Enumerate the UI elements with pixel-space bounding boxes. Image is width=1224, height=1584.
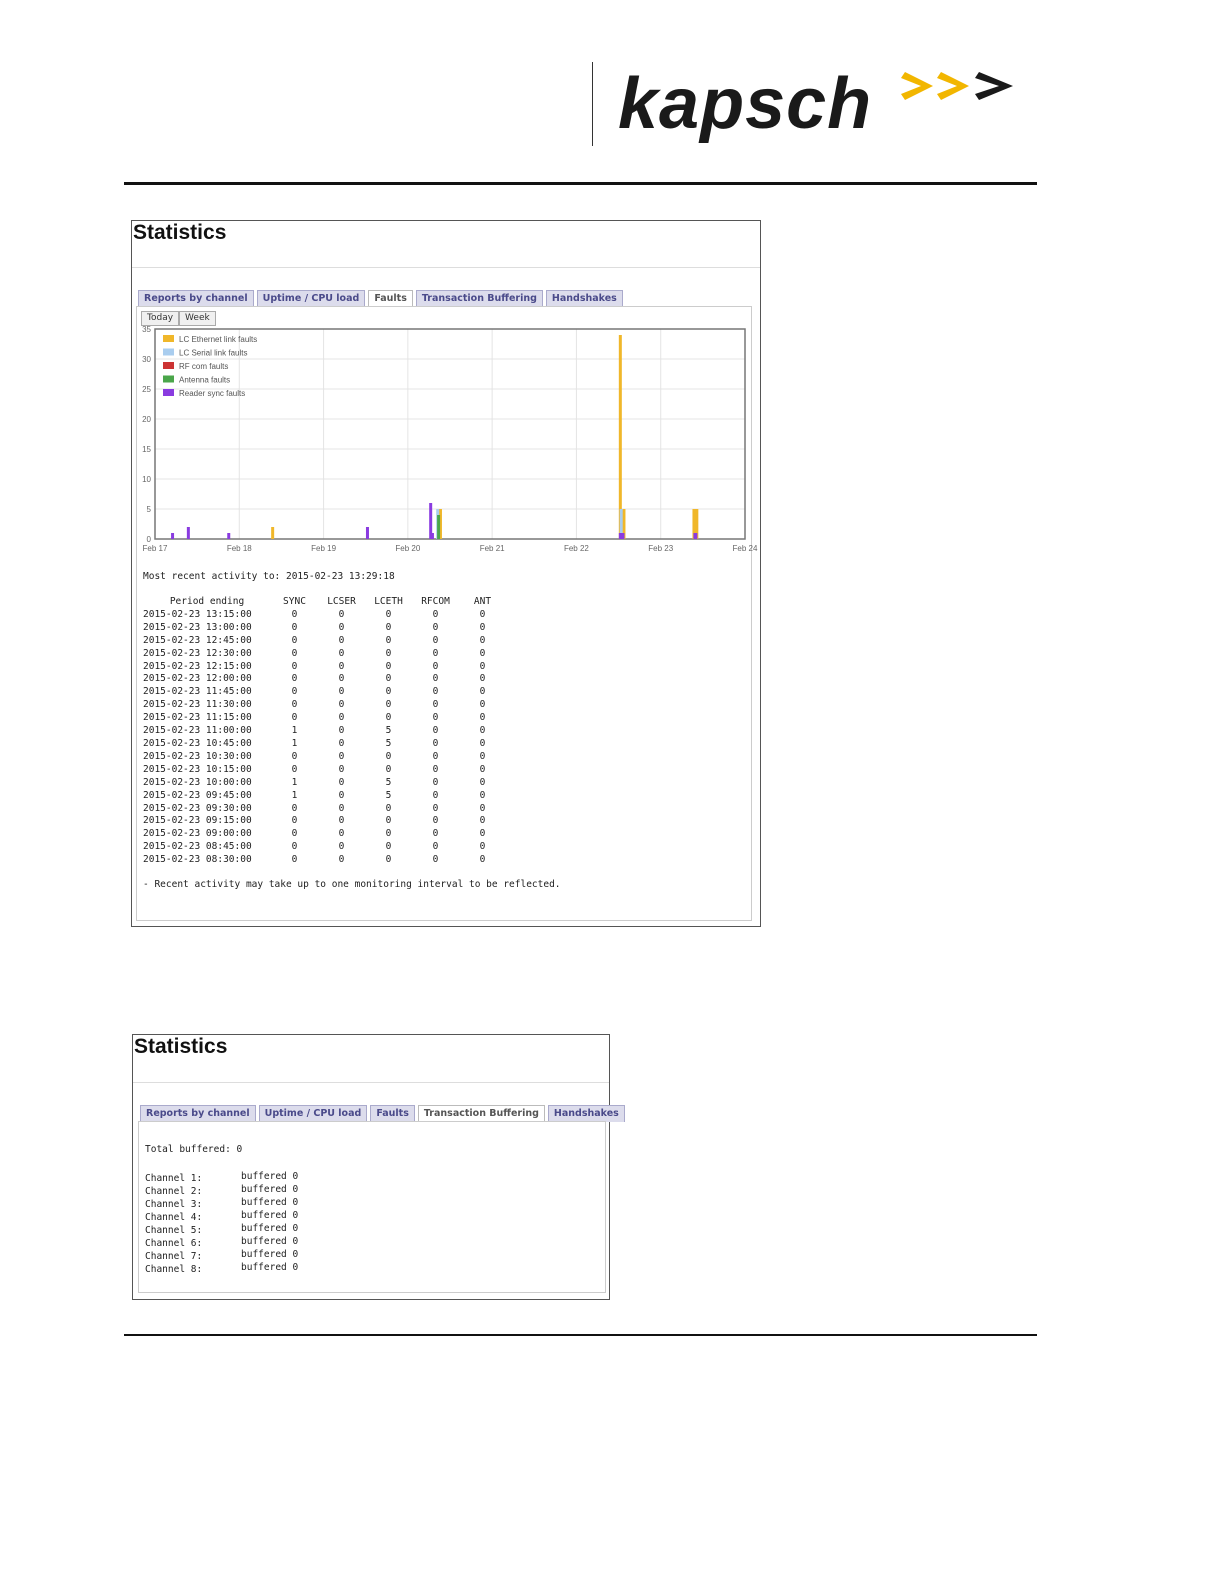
value-cell: 0	[291, 750, 298, 762]
table-header-row	[143, 596, 506, 609]
channel-label: Channel 1:	[145, 1173, 203, 1184]
list-item	[145, 1235, 299, 1249]
value-cell: 0	[385, 841, 392, 853]
channel-value: buffered 0	[241, 1236, 299, 1247]
value-cell: 0	[338, 789, 345, 801]
value-cell: 0	[385, 699, 392, 711]
logo-arrows-icon	[901, 64, 1021, 114]
value-cell: 0	[432, 660, 439, 672]
value-cell: 0	[385, 647, 392, 659]
channel-label: Channel 7:	[145, 1251, 203, 1262]
value-cell: 1	[291, 789, 298, 801]
x-tick-label: Feb 22	[563, 544, 589, 553]
faults-panel	[136, 306, 758, 921]
value-cell: 0	[291, 699, 298, 711]
y-tick-label: 25	[142, 385, 151, 394]
table-row	[143, 777, 506, 790]
col-period-ending: Period ending	[169, 596, 245, 607]
value-cell: 0	[432, 828, 439, 840]
value-cell: 0	[479, 725, 486, 737]
channel-value: buffered 0	[241, 1262, 299, 1273]
legend-swatch	[163, 349, 174, 356]
channel-value: buffered 0	[241, 1210, 299, 1221]
bar-reader-sync-faults	[366, 527, 369, 539]
channel-label: Channel 2:	[145, 1186, 203, 1197]
legend-label: Antenna faults	[179, 375, 231, 385]
table-row	[143, 699, 506, 712]
value-cell: 0	[479, 673, 486, 685]
period-cell: 2015-02-23 09:45:00	[143, 789, 252, 801]
tab-reports-by-channel[interactable]: Reports by channel	[138, 290, 254, 307]
value-cell: 0	[479, 802, 486, 814]
period-cell: 2015-02-23 12:00:00	[143, 673, 252, 685]
value-cell: 5	[385, 776, 392, 788]
value-cell: 0	[338, 841, 345, 853]
value-cell: 0	[338, 737, 345, 749]
table-row	[143, 815, 506, 828]
channel-value: buffered 0	[241, 1249, 299, 1260]
x-tick-label: Feb 23	[648, 544, 674, 553]
bar-reader-sync-faults	[187, 527, 190, 539]
value-cell: 0	[432, 647, 439, 659]
value-cell: 0	[432, 737, 439, 749]
tab-transaction-buffering[interactable]: Transaction Buffering	[418, 1105, 545, 1122]
value-cell: 0	[479, 776, 486, 788]
value-cell: 5	[385, 789, 392, 801]
table-row	[143, 673, 506, 686]
col-lceth: LCETH	[374, 596, 403, 607]
y-tick-label: 15	[142, 445, 151, 454]
value-cell: 1	[291, 725, 298, 737]
table-row	[143, 751, 506, 764]
value-cell: 0	[385, 828, 392, 840]
bar-lc-ethernet-link-faults	[619, 335, 622, 539]
legend-swatch	[163, 389, 174, 396]
value-cell: 0	[291, 763, 298, 775]
value-cell: 0	[385, 673, 392, 685]
value-cell: 0	[291, 673, 298, 685]
tab-faults[interactable]: Faults	[368, 290, 413, 307]
period-cell: 2015-02-23 13:15:00	[143, 608, 252, 620]
value-cell: 0	[432, 815, 439, 827]
y-tick-label: 0	[146, 535, 151, 544]
tab-transaction-buffering[interactable]: Transaction Buffering	[416, 290, 543, 307]
value-cell: 0	[432, 854, 439, 866]
value-cell: 0	[432, 686, 439, 698]
value-cell: 0	[338, 725, 345, 737]
table-row	[143, 622, 506, 635]
legend-label: Reader sync faults	[179, 389, 246, 398]
value-cell: 0	[338, 828, 345, 840]
period-cell: 2015-02-23 12:45:00	[143, 634, 252, 646]
list-item	[145, 1248, 299, 1262]
value-cell: 0	[479, 763, 486, 775]
value-cell: 0	[291, 854, 298, 866]
list-item	[145, 1183, 299, 1197]
period-cell: 2015-02-23 11:15:00	[143, 712, 252, 724]
value-cell: 0	[338, 763, 345, 775]
list-item	[145, 1222, 299, 1236]
list-item	[145, 1196, 299, 1210]
value-cell: 0	[432, 621, 439, 633]
value-cell: 0	[385, 621, 392, 633]
value-cell: 0	[385, 815, 392, 827]
bar-reader-sync-faults	[694, 533, 697, 539]
value-cell: 0	[385, 686, 392, 698]
x-tick-label: Feb 19	[311, 544, 337, 553]
tab-reports-by-channel[interactable]: Reports by channel	[140, 1105, 256, 1122]
channel-label: Channel 8:	[145, 1264, 203, 1275]
period-cell: 2015-02-23 08:45:00	[143, 841, 252, 853]
period-cell: 2015-02-23 11:00:00	[143, 725, 252, 737]
bar-lc-ethernet-link-faults	[271, 527, 274, 539]
value-cell: 0	[385, 712, 392, 724]
value-cell: 0	[432, 712, 439, 724]
bar-reader-sync-faults	[171, 533, 174, 539]
period-cell: 2015-02-23 10:45:00	[143, 737, 252, 749]
bar-reader-sync-faults	[227, 533, 230, 539]
legend-swatch	[163, 362, 174, 369]
value-cell: 0	[432, 608, 439, 620]
period-cell: 2015-02-23 12:15:00	[143, 660, 252, 672]
table-row	[143, 661, 506, 674]
channel-value: buffered 0	[241, 1184, 299, 1195]
y-tick-label: 30	[142, 355, 151, 364]
value-cell: 0	[479, 686, 486, 698]
total-buffered: Total buffered: 0	[145, 1144, 243, 1155]
legend-label: LC Ethernet link faults	[179, 335, 258, 344]
value-cell: 0	[291, 828, 298, 840]
value-cell: 0	[338, 634, 345, 646]
kapsch-logo	[618, 60, 1028, 150]
value-cell: 0	[291, 841, 298, 853]
legend-swatch	[163, 335, 174, 342]
period-cell: 2015-02-23 11:45:00	[143, 686, 252, 698]
footnote: - Recent activity may take up to one monitoring interval to be reflected.	[143, 879, 561, 890]
value-cell: 0	[432, 802, 439, 814]
value-cell: 0	[338, 815, 345, 827]
y-tick-label: 35	[142, 325, 151, 334]
channel-value: buffered 0	[241, 1197, 299, 1208]
period-cell: 2015-02-23 09:15:00	[143, 815, 252, 827]
value-cell: 0	[432, 763, 439, 775]
x-tick-label: Feb 20	[395, 544, 421, 553]
period-cell: 2015-02-23 10:30:00	[143, 750, 252, 762]
value-cell: 0	[479, 608, 486, 620]
range-buttons	[141, 311, 216, 326]
value-cell: 0	[338, 712, 345, 724]
value-cell: 0	[479, 789, 486, 801]
table-row	[143, 854, 506, 867]
value-cell: 0	[338, 608, 345, 620]
value-cell: 0	[291, 608, 298, 620]
col-ant: ANT	[473, 596, 492, 607]
legend-label: RF com faults	[179, 362, 229, 371]
channel-list	[145, 1170, 299, 1275]
table-row	[143, 790, 506, 803]
list-item	[145, 1209, 299, 1223]
faults-screenshot	[131, 220, 761, 927]
table-row	[143, 648, 506, 661]
y-tick-label: 5	[146, 505, 151, 514]
value-cell: 0	[338, 750, 345, 762]
value-cell: 0	[291, 660, 298, 672]
value-cell: 0	[479, 750, 486, 762]
table-row	[143, 841, 506, 854]
title-separator	[132, 267, 760, 268]
period-cell: 2015-02-23 10:15:00	[143, 763, 252, 775]
logo-wordmark: kapsch	[618, 64, 873, 144]
value-cell: 0	[338, 686, 345, 698]
tab-uptime-cpu-load[interactable]: Uptime / CPU load	[257, 290, 366, 307]
channel-label: Channel 5:	[145, 1225, 203, 1236]
value-cell: 0	[291, 647, 298, 659]
page-title: Statistics	[134, 1035, 228, 1058]
col-rfcom: RFCOM	[421, 596, 450, 607]
table-row	[143, 686, 506, 699]
value-cell: 0	[479, 699, 486, 711]
header-divider	[592, 62, 593, 146]
value-cell: 5	[385, 725, 392, 737]
period-cell: 2015-02-23 13:00:00	[143, 621, 252, 633]
value-cell: 0	[291, 815, 298, 827]
col-lcser: LCSER	[327, 596, 356, 607]
channel-label: Channel 3:	[145, 1199, 203, 1210]
value-cell: 5	[385, 737, 392, 749]
today-button[interactable]: Today	[141, 311, 179, 326]
x-tick-label: Feb 18	[226, 544, 252, 553]
value-cell: 0	[479, 634, 486, 646]
value-cell: 0	[385, 660, 392, 672]
value-cell: 0	[479, 712, 486, 724]
table-row	[143, 609, 506, 622]
value-cell: 0	[432, 841, 439, 853]
page-title: Statistics	[133, 221, 227, 244]
x-tick-label: Feb 24	[732, 544, 758, 553]
table-row	[143, 764, 506, 777]
channel-label: Channel 4:	[145, 1212, 203, 1223]
period-cell: 2015-02-23 09:00:00	[143, 828, 252, 840]
tab-faults[interactable]: Faults	[370, 1105, 415, 1122]
value-cell: 0	[479, 841, 486, 853]
header-rule	[124, 182, 1037, 185]
value-cell: 0	[385, 763, 392, 775]
value-cell: 0	[338, 621, 345, 633]
value-cell: 0	[385, 634, 392, 646]
period-cell: 2015-02-23 09:30:00	[143, 802, 252, 814]
legend-label: LC Serial link faults	[179, 348, 248, 358]
value-cell: 0	[338, 776, 345, 788]
value-cell: 0	[291, 686, 298, 698]
value-cell: 0	[432, 750, 439, 762]
plot-frame	[155, 329, 745, 539]
tab-bar	[140, 1105, 625, 1122]
list-item	[145, 1261, 299, 1275]
week-button[interactable]: Week	[179, 311, 216, 326]
value-cell: 0	[338, 699, 345, 711]
value-cell: 0	[479, 621, 486, 633]
value-cell: 0	[385, 802, 392, 814]
channel-label: Channel 6:	[145, 1238, 203, 1249]
value-cell: 0	[432, 789, 439, 801]
period-cell: 2015-02-23 10:00:00	[143, 776, 252, 788]
value-cell: 0	[385, 750, 392, 762]
table-row	[143, 725, 506, 738]
value-cell: 1	[291, 737, 298, 749]
value-cell: 0	[432, 725, 439, 737]
value-cell: 0	[338, 647, 345, 659]
value-cell: 0	[432, 673, 439, 685]
value-cell: 0	[432, 634, 439, 646]
value-cell: 0	[479, 737, 486, 749]
value-cell: 0	[479, 660, 486, 672]
value-cell: 0	[291, 802, 298, 814]
value-cell: 0	[291, 621, 298, 633]
bar-reader-sync-faults	[431, 533, 434, 539]
value-cell: 0	[479, 828, 486, 840]
value-cell: 0	[385, 854, 392, 866]
tab-handshakes[interactable]: Handshakes	[548, 1105, 625, 1122]
value-cell: 0	[479, 854, 486, 866]
title-separator	[133, 1082, 609, 1083]
value-cell: 0	[338, 660, 345, 672]
value-cell: 0	[291, 712, 298, 724]
period-cell: 2015-02-23 12:30:00	[143, 647, 252, 659]
tab-handshakes[interactable]: Handshakes	[546, 290, 623, 307]
footer-rule	[124, 1334, 1037, 1336]
value-cell: 0	[338, 854, 345, 866]
list-item	[145, 1170, 299, 1184]
table-row	[143, 635, 506, 648]
y-tick-label: 10	[142, 475, 151, 484]
tab-bar	[138, 290, 623, 307]
channel-value: buffered 0	[241, 1223, 299, 1234]
period-cell: 2015-02-23 11:30:00	[143, 699, 252, 711]
value-cell: 0	[338, 802, 345, 814]
buffering-screenshot	[132, 1034, 619, 1300]
bar-antenna-faults	[437, 515, 440, 539]
table-row	[143, 828, 506, 841]
value-cell: 0	[385, 608, 392, 620]
value-cell: 0	[479, 647, 486, 659]
col-sync: SYNC	[283, 596, 306, 607]
table-row	[143, 712, 506, 725]
y-tick-label: 20	[142, 415, 151, 424]
buffering-panel	[138, 1121, 606, 1293]
table-row	[143, 803, 506, 816]
value-cell: 0	[479, 815, 486, 827]
value-cell: 0	[338, 673, 345, 685]
tab-uptime-cpu-load[interactable]: Uptime / CPU load	[259, 1105, 368, 1122]
faults-table	[143, 596, 506, 867]
channel-value: buffered 0	[241, 1171, 299, 1182]
x-tick-label: Feb 21	[479, 544, 505, 553]
value-cell: 1	[291, 776, 298, 788]
period-cell: 2015-02-23 08:30:00	[143, 854, 252, 866]
legend-swatch	[163, 376, 174, 383]
bar-reader-sync-faults	[621, 533, 624, 539]
faults-chart	[137, 325, 758, 557]
table-row	[143, 738, 506, 751]
value-cell: 0	[432, 699, 439, 711]
x-tick-label: Feb 17	[142, 544, 168, 553]
value-cell: 0	[432, 776, 439, 788]
value-cell: 0	[291, 634, 298, 646]
most-recent-activity: Most recent activity to: 2015-02-23 13:29:18	[143, 571, 395, 582]
